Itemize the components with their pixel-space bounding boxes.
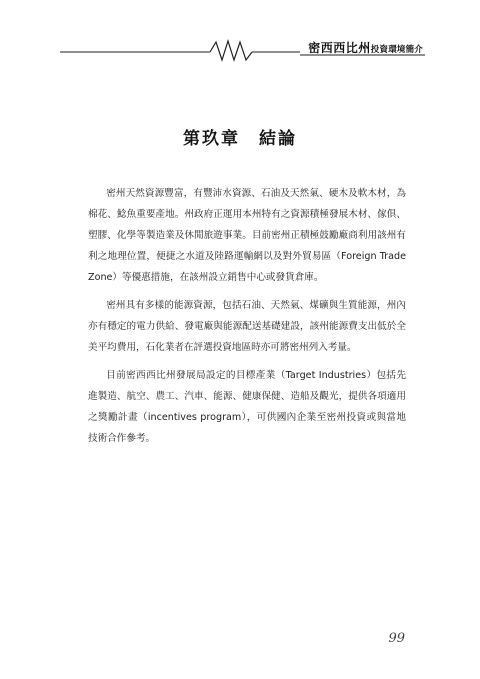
paragraph: 目前密西西比州發展局設定的目標產業（Target Industries）包括先進製造、航空、農工、汽車、能源、健康保健、造船及觀光，提供各項適用之獎勵計畫（incentives program），可供國內企業至密州投資或與當地技術合作參考。: [88, 370, 406, 444]
header-title-sub: 投資環境簡介: [370, 45, 423, 55]
body-text: [88, 183, 406, 456]
header-title-main: 密西西比州: [308, 41, 371, 55]
header-title: [308, 40, 423, 56]
paragraph: 密州天然資源豐富，有豐沛水資源、石油及天然氣、硬木及軟木材，為棉花、鯰魚重要產地。州政府正運用本州特有之資源積極發展木材、傢俱、塑膠、化學等製造業及休閒旅遊事業。目前密州正積極鼓勵廠商利用該州有利之地理位置，便捷之水道及陸路運輸網以及對外貿易區（Foreign Trade Zone）等優惠措施，在該州設立銷售中心或發貨倉庫。: [88, 188, 406, 283]
chapter-title: 第玖章 結論: [183, 129, 297, 149]
page-number: 99: [388, 631, 405, 646]
running-header: [60, 36, 425, 62]
paragraph: 密州具有多樣的能源資源，包括石油、天然氣、煤礦與生質能源，州內亦有穩定的電力供給、發電廠與能源配送基礎建設，該州能源費支出低於全美平均費用，石化業者在評選投資地區時亦可將密州列入考量。: [88, 300, 406, 353]
